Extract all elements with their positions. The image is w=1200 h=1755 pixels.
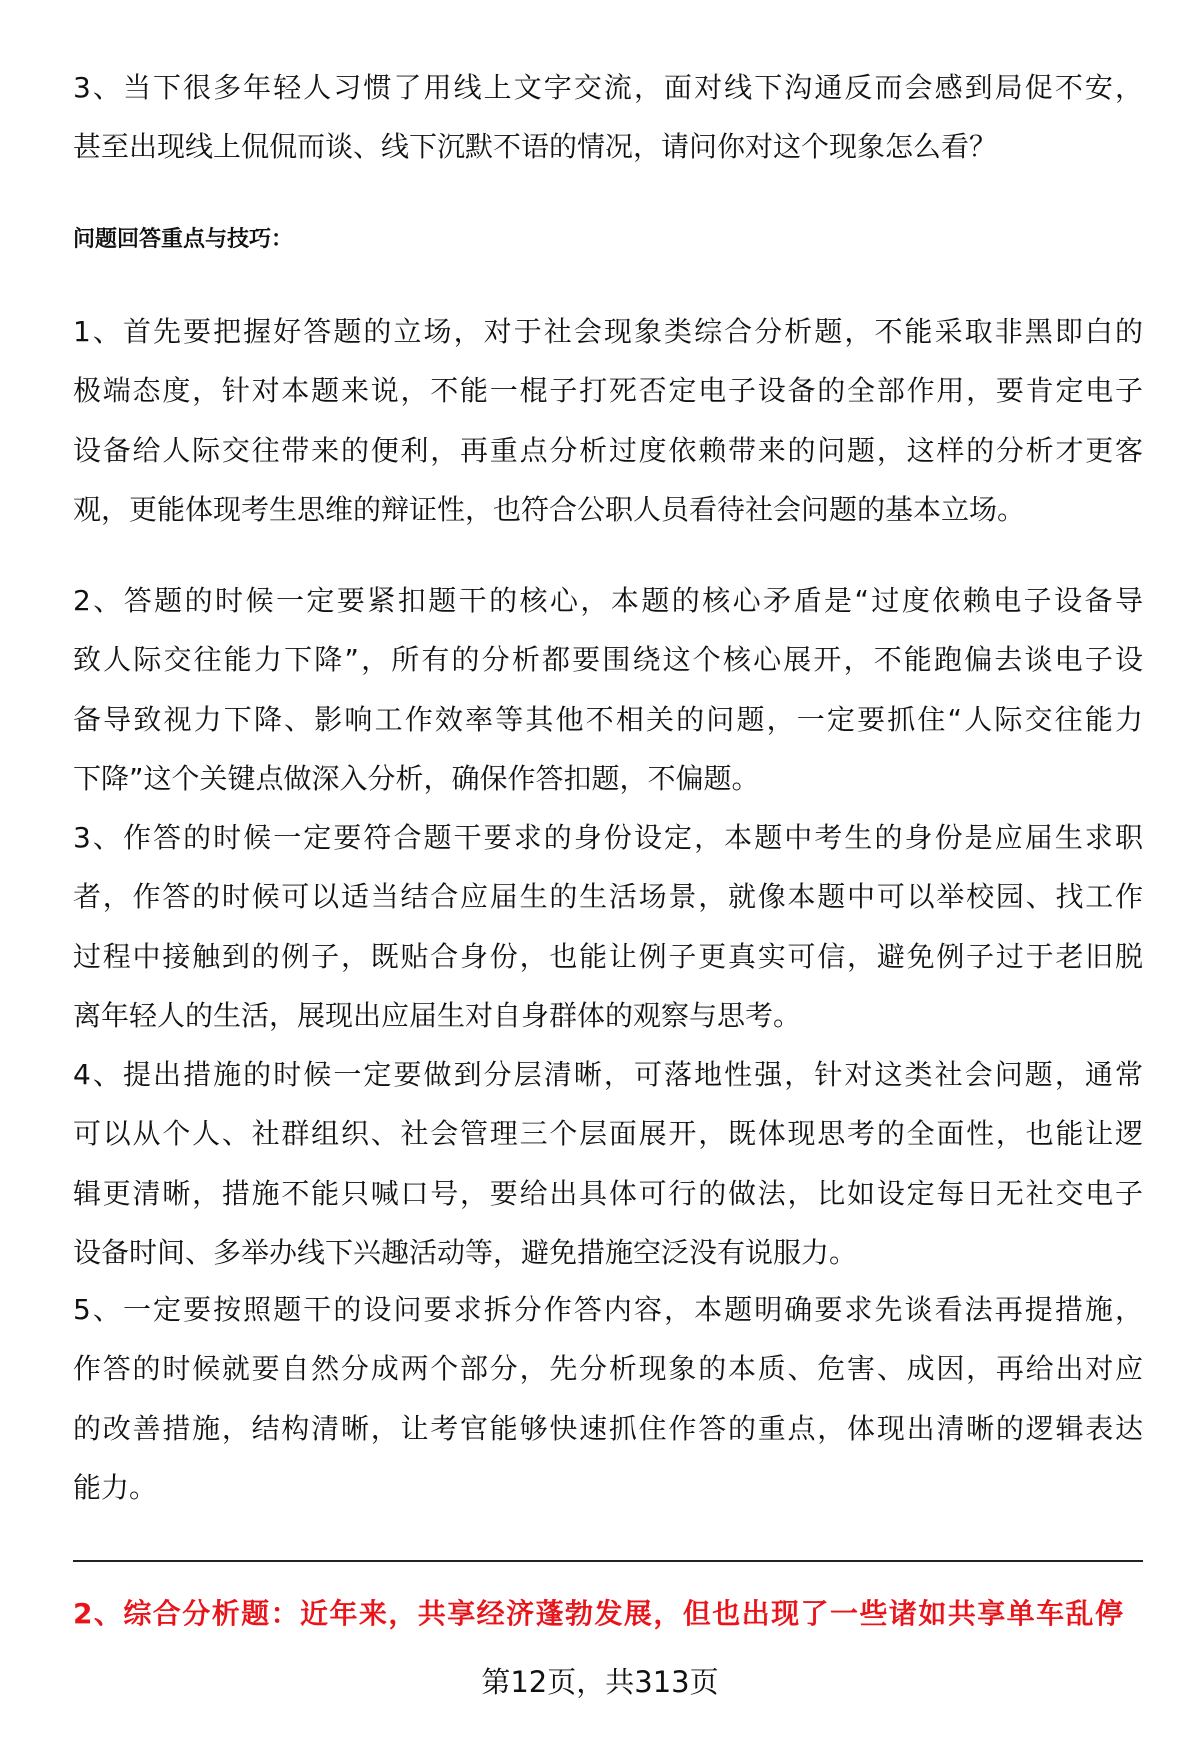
paragraph-line: 可以从个人、社群组织、社会管理三个层面展开，既体现思考的全面性，也能让逻 (73, 1117, 1143, 1151)
page-number: 第12页，共313页 (481, 1665, 719, 1699)
paragraph-line: 离年轻人的生活，展现出应届生对自身群体的观察与思考。 (73, 999, 802, 1033)
paragraph-line: 致人际交往能力下降”，所有的分析都要围绕这个核心展开，不能跑偏去谈电子设 (73, 643, 1143, 677)
paragraph-line: 的改善措施，结构清晰，让考官能够快速抓住作答的重点，体现出清晰的逻辑表达 (73, 1411, 1143, 1445)
paragraph-line: 过程中接触到的例子，既贴合身份，也能让例子更真实可信，避免例子过于老旧脱 (73, 939, 1143, 973)
tip-paragraph (73, 571, 1143, 809)
question-line: 甚至出现线上侃侃而谈、线下沉默不语的情况，请问你对这个现象怎么看？ (73, 130, 998, 164)
tip-paragraph (73, 302, 1143, 540)
paragraph-line: 观，更能体现考生思维的辩证性，也符合公职人员看待社会问题的基本立场。 (73, 493, 1026, 527)
paragraph-line: 5、一定要按照题干的设问要求拆分作答内容，本题明确要求先谈看法再提措施， (73, 1293, 1143, 1326)
paragraph-line: 辑更清晰，措施不能只喊口号，要给出具体可行的做法，比如设定每日无社交电子 (73, 1176, 1143, 1210)
paragraph-line: 3、作答的时候一定要符合题干要求的身份设定，本题中考生的身份是应届生求职 (73, 821, 1143, 854)
paragraph-line: 设备给人际交往带来的便利，再重点分析过度依赖带来的问题，这样的分析才更客 (73, 433, 1143, 467)
paragraph-line: 设备时间、多举办线下兴趣活动等，避免措施空泛没有说服力。 (73, 1236, 858, 1270)
paragraph-line: 备导致视力下降、影响工作效率等其他不相关的问题，一定要抓住“人际交往能力 (73, 702, 1143, 736)
divider (73, 1560, 1143, 1562)
paragraph-line: 作答的时候就要自然分成两个部分，先分析现象的本质、危害、成因，再给出对应 (73, 1352, 1143, 1386)
question-line: 3、当下很多年轻人习惯了用线上文字交流，面对线下沟通反而会感到局促不安， (73, 71, 1143, 104)
paragraph-line: 下降”这个关键点做深入分析，确保作答扣题，不偏题。 (73, 762, 760, 796)
paragraph-line: 4、提出措施的时候一定要做到分层清晰，可落地性强，针对这类社会问题，通常 (73, 1058, 1143, 1091)
paragraph-line: 2、答题的时候一定要紧扣题干的核心，本题的核心矛盾是“过度依赖电子设备导 (73, 584, 1143, 617)
tip-paragraph (73, 1045, 1143, 1283)
paragraph-line: 能力。 (73, 1471, 158, 1505)
tip-paragraph (73, 1280, 1143, 1518)
question-text (73, 58, 1143, 177)
next-question-title: 2、综合分析题：近年来，共享经济蓬勃发展，但也出现了一些诸如共享单车乱停 (73, 1597, 1123, 1630)
paragraph-line: 极端态度，针对本题来说，不能一棍子打死否定电子设备的全部作用，要肯定电子 (73, 374, 1143, 408)
paragraph-line: 者，作答的时候可以适当结合应届生的生活场景，就像本题中可以举校园、找工作 (73, 880, 1143, 914)
tip-paragraph (73, 808, 1143, 1046)
tips-heading: 问题回答重点与技巧： (73, 227, 294, 252)
paragraph-line: 1、首先要把握好答题的立场，对于社会现象类综合分析题，不能采取非黑即白的 (73, 315, 1143, 348)
